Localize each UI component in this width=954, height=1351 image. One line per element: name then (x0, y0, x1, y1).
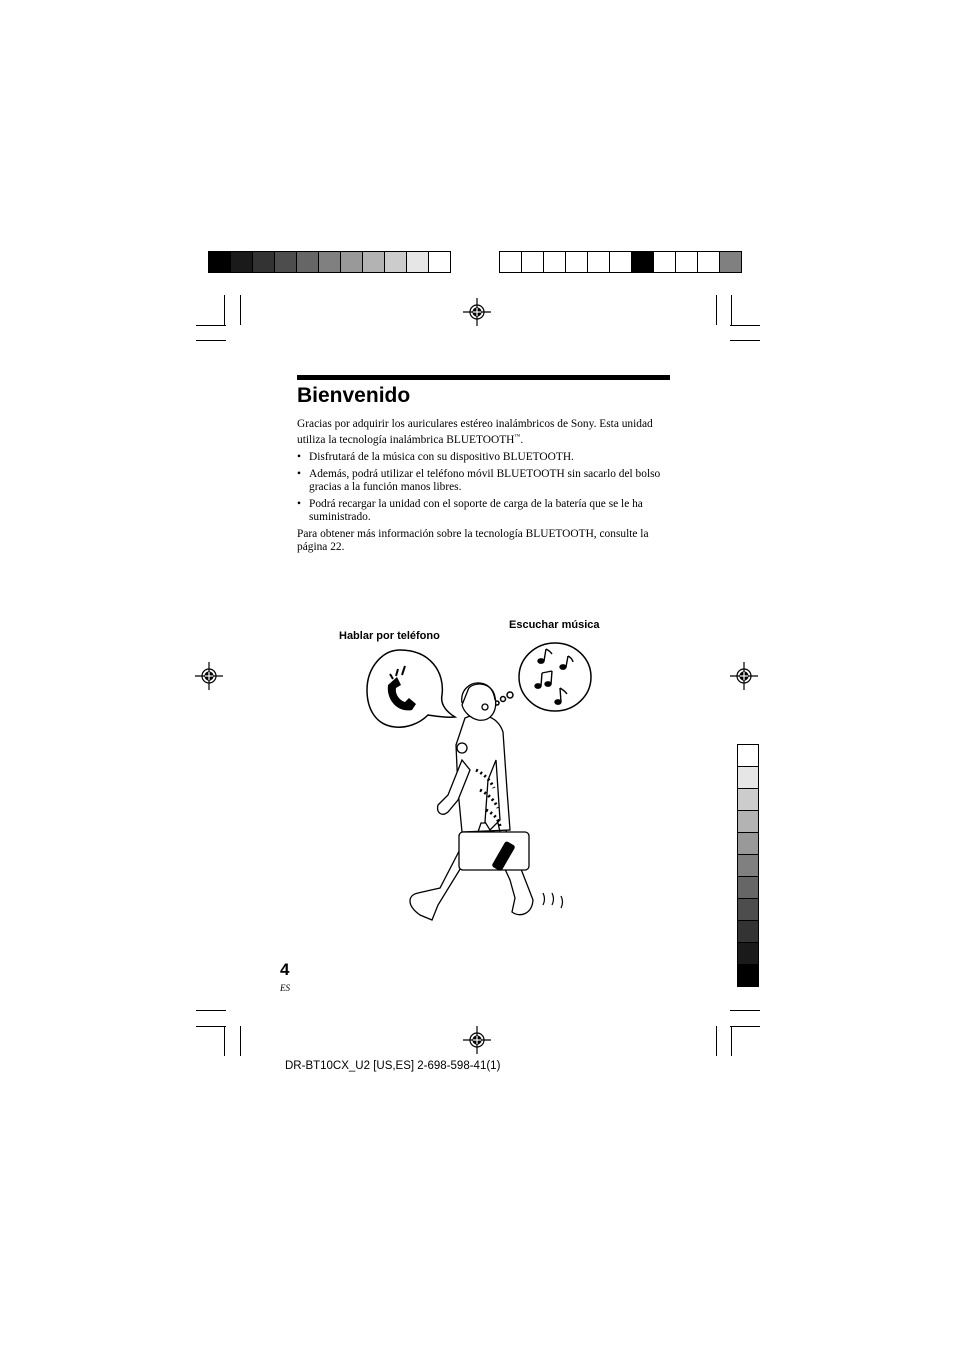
list-item: • Disfrutará de la música con su dispositivo BLUETOOTH. (297, 450, 574, 463)
registration-target-icon (195, 662, 223, 690)
label-phone: Hablar por teléfono (339, 630, 440, 642)
list-item: • Podrá recargar la unidad con el soporte de carga de la batería que se le ha suministrado. (297, 497, 643, 523)
footer-code: DR-BT10CX_U2 [US,ES] 2-698-598-41(1) (285, 1060, 501, 1072)
music-bubble (495, 643, 591, 711)
closing-paragraph: Para obtener más información sobre la tecnología BLUETOOTH, consulte la página 22. (297, 527, 649, 553)
walking-person-illustration (410, 683, 533, 920)
page-number: 4 (280, 960, 290, 979)
registration-target-icon (463, 1026, 491, 1054)
registration-target-icon (463, 298, 491, 326)
motion-lines (543, 893, 563, 908)
intro-paragraph: Gracias por adquirir los auriculares estéreo inalámbricos de Sony. Esta unidad utiliza la tecnología inalámbrica BLUETOOTH™. (297, 418, 653, 446)
list-item: • Además, podrá utilizar el teléfono móvil BLUETOOTH sin sacarlo del bolso gracias a la función manos libres. (297, 467, 661, 493)
label-music: Escuchar música (509, 619, 600, 631)
phone-bubble (367, 650, 455, 727)
registration-target-icon (730, 662, 758, 690)
page-title: Bienvenido (297, 384, 411, 407)
language-code: ES (280, 983, 290, 993)
